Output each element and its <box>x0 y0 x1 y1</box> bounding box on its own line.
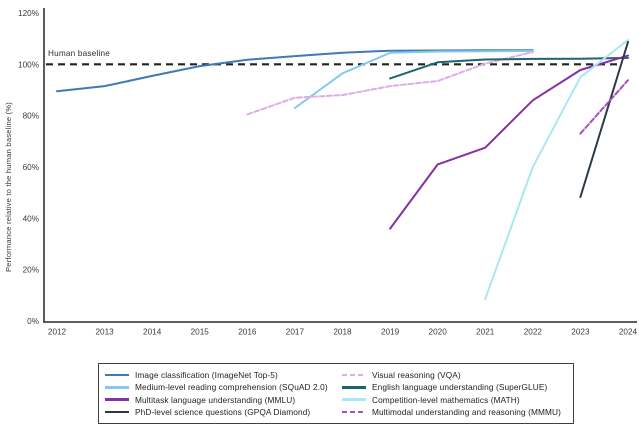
y-tick-label: 80% <box>22 111 39 121</box>
series-line-math <box>485 40 628 299</box>
legend-item-imagenet <box>105 369 342 381</box>
series-line-mmmu <box>580 80 628 133</box>
legend-swatch-squad <box>105 386 129 389</box>
x-tick-label: 2013 <box>95 327 114 337</box>
x-tick-label: 2017 <box>285 327 305 337</box>
legend-label-mmmu: Multimodal understanding and reasoning (MMMU) <box>372 406 561 417</box>
legend-swatch-superglue <box>342 386 366 389</box>
y-tick-label: 20% <box>22 265 39 275</box>
legend-item-mmmu <box>342 406 569 418</box>
x-tick-label: 2014 <box>143 327 162 337</box>
x-tick-label: 2019 <box>380 327 400 337</box>
x-tick-label: 2016 <box>238 327 257 337</box>
y-tick-label: 100% <box>18 60 39 70</box>
x-tick-label: 2023 <box>571 327 590 337</box>
legend-swatch-gpqa <box>105 411 129 414</box>
chart-legend <box>98 363 574 424</box>
x-tick-label: 2018 <box>333 327 352 337</box>
legend-swatch-mmmu <box>342 411 366 414</box>
legend-item-superglue <box>342 381 569 393</box>
legend-label-imagenet: Image classification (ImageNet Top-5) <box>135 370 278 381</box>
legend-label-vqa: Visual reasoning (VQA) <box>372 370 461 381</box>
legend-item-mmlu <box>105 394 342 406</box>
legend-item-math <box>342 394 569 406</box>
series-line-imagenet <box>57 50 533 91</box>
legend-label-mmlu: Multitask language understanding (MMLU) <box>135 394 296 405</box>
legend-swatch-math <box>342 398 366 401</box>
y-tick-label: 120% <box>18 8 39 18</box>
legend-label-gpqa: PhD-level science questions (GPQA Diamond) <box>135 406 311 417</box>
y-tick-label: 60% <box>22 162 39 172</box>
human-baseline-label: Human baseline <box>48 49 110 58</box>
legend-label-superglue: English language understanding (SuperGLUE) <box>372 382 548 393</box>
x-tick-label: 2020 <box>428 327 447 337</box>
legend-item-gpqa <box>105 406 342 418</box>
legend-label-math: Competition-level mathematics (MATH) <box>372 394 520 405</box>
x-tick-label: 2012 <box>47 327 67 337</box>
series-line-vqa <box>247 52 533 114</box>
x-tick-label: 2021 <box>476 327 495 337</box>
x-tick-label: 2024 <box>618 327 638 337</box>
legend-swatch-mmlu <box>105 398 129 401</box>
legend-swatch-imagenet <box>105 374 129 377</box>
y-tick-label: 0% <box>27 317 39 326</box>
y-axis-title: Performance relative to the human baseline (%) <box>4 101 13 273</box>
x-tick-label: 2015 <box>190 327 209 337</box>
legend-label-squad: Medium-level reading comprehension (SQuAD 2.0) <box>135 382 328 393</box>
y-tick-label: 40% <box>22 214 39 224</box>
x-tick-label: 2022 <box>523 327 542 337</box>
legend-item-vqa <box>342 369 569 381</box>
legend-item-squad <box>105 381 342 393</box>
legend-swatch-vqa <box>342 374 366 377</box>
